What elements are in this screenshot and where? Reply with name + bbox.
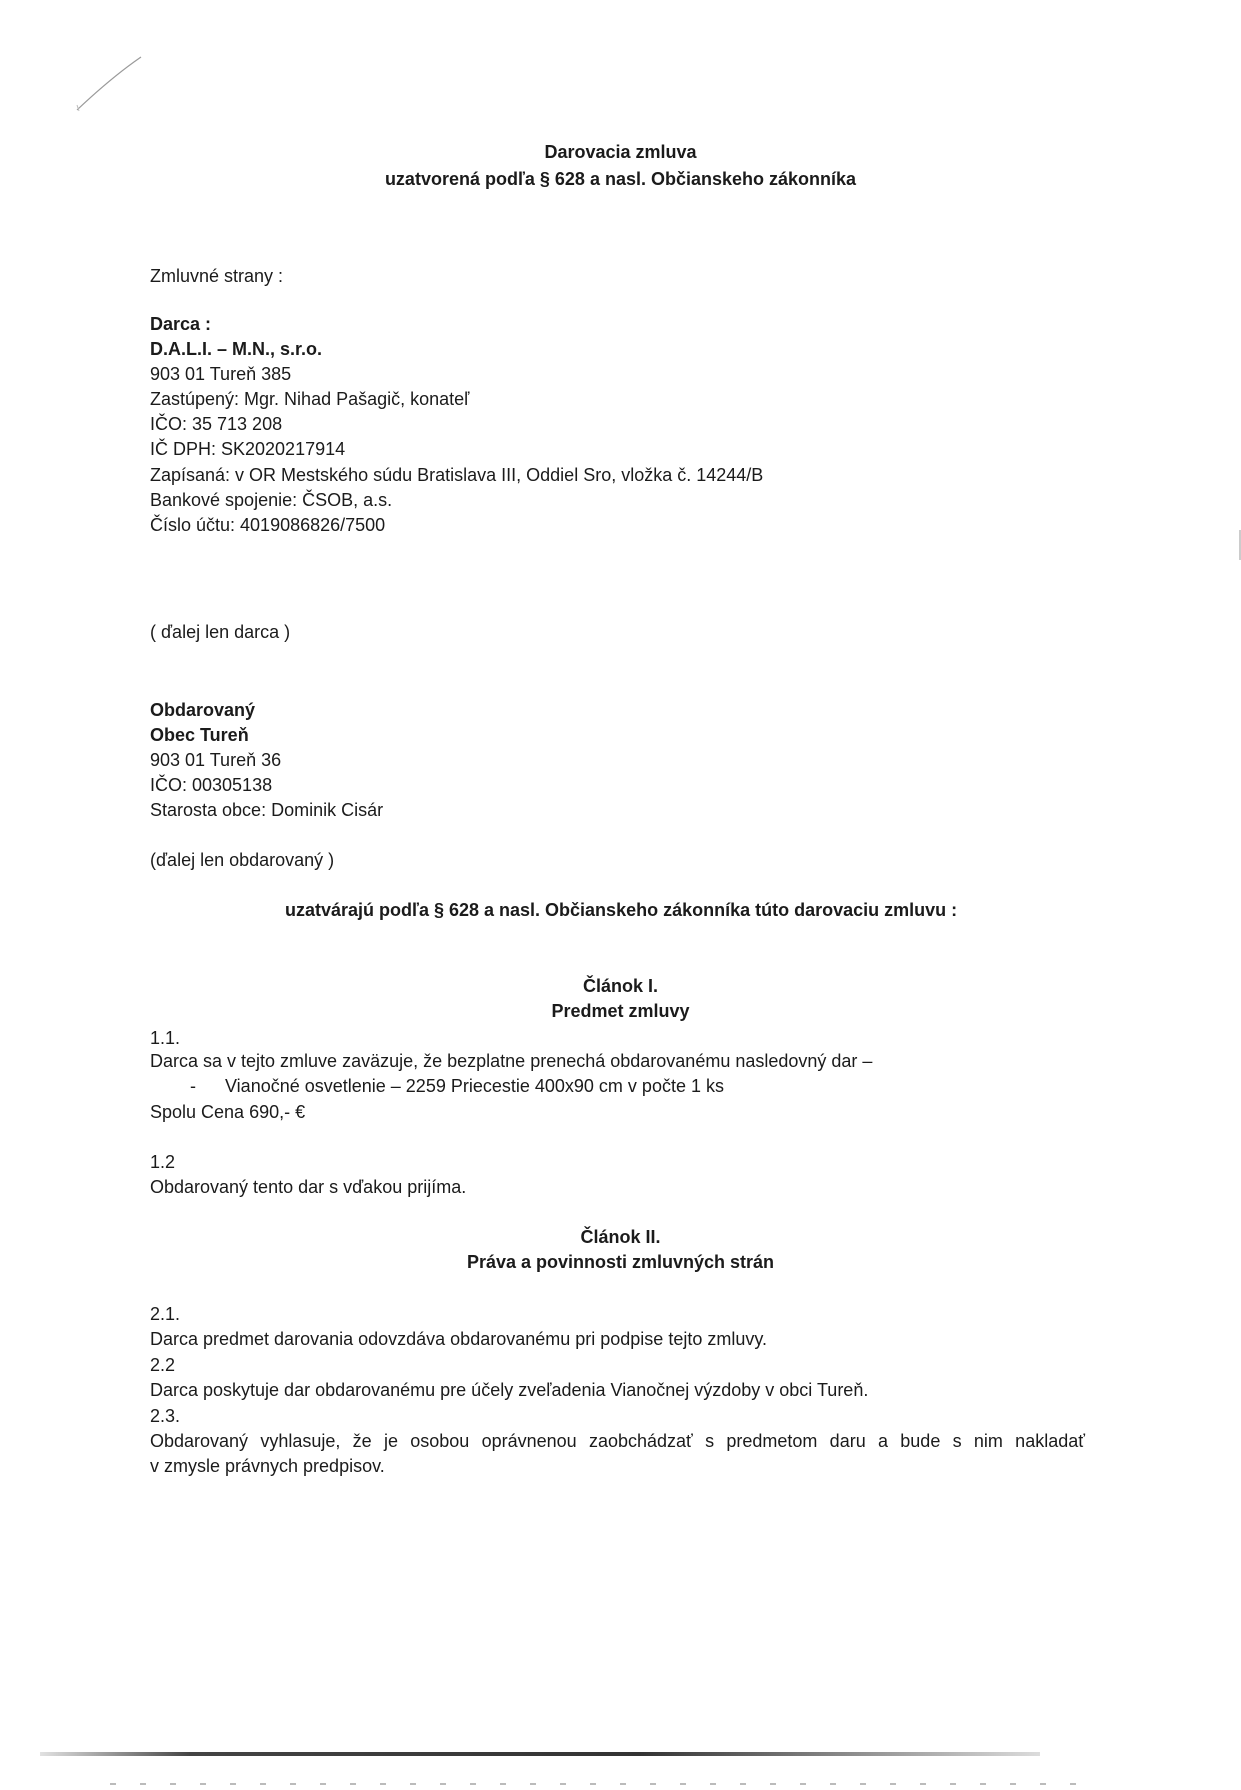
clause-2-3-line-2: v zmysle právnych predpisov. [150,1456,385,1476]
scan-artifact-dashes [110,1783,1090,1785]
donor-label: Darca : [150,314,212,334]
scan-artifact-line [40,1752,1040,1756]
article-2-title: Práva a povinnosti zmluvných strán [466,1252,775,1272]
recipient-alias: (ďalej len obdarovaný ) [150,850,335,870]
recipient-address: 903 01 Tureň 36 [150,750,282,770]
clause-2-3-number: 2.3. [150,1406,181,1426]
clause-2-3-line-1: Obdarovaný vyhlasuje, že je osobou oprávnenou zaobchádzať s predmetom daru a bude s nim nakladať [150,1431,1085,1451]
pen-stroke-mark [75,55,145,115]
clause-1-1-item-dash: - [190,1076,196,1096]
recipient-name: Obec Tureň [150,725,249,745]
donor-account: Číslo účtu: 4019086826/7500 [150,515,386,535]
clause-2-2-number: 2.2 [150,1355,176,1375]
clause-1-2-number: 1.2 [150,1152,176,1172]
donor-name: D.A.L.I. – M.N., s.r.o. [150,339,323,359]
article-1-title: Predmet zmluvy [551,1001,690,1021]
clause-1-1-item: Vianočné osvetlenie – 2259 Priecestie 400x90 cm v počte 1 ks [225,1076,724,1096]
conclusion-statement: uzatvárajú podľa § 628 a nasl. Občianskeho zákonníka túto darovaciu zmluvu : [285,900,958,920]
title-line-1: Darovacia zmluva [544,142,697,162]
donor-bank: Bankové spojenie: ČSOB, a.s. [150,490,393,510]
donor-represented: Zastúpený: Mgr. Nihad Pašagič, konateľ [150,389,470,409]
recipient-mayor: Starosta obce: Dominik Cisár [150,800,384,820]
title-line-2: uzatvorená podľa § 628 a nasl. Občianskeho zákonníka [384,169,857,189]
parties-heading: Zmluvné strany : [150,266,284,286]
donor-ico: IČO: 35 713 208 [150,414,283,434]
article-2-number: Článok II. [580,1227,661,1247]
clause-1-1-number: 1.1. [150,1028,181,1048]
clause-2-1-number: 2.1. [150,1304,181,1324]
clause-1-2-text: Obdarovaný tento dar s vďakou prijíma. [150,1177,467,1197]
donor-ic-dph: IČ DPH: SK2020217914 [150,439,346,459]
donor-registration: Zapísaná: v OR Mestského súdu Bratislava III, Oddiel Sro, vložka č. 14244/B [150,465,764,485]
donor-address: 903 01 Tureň 385 [150,364,292,384]
recipient-ico: IČO: 00305138 [150,775,273,795]
clause-2-1-text: Darca predmet darovania odovzdáva obdarovanému pri podpise tejto zmluvy. [150,1329,768,1349]
clause-1-1-text: Darca sa v tejto zmluve zaväzuje, že bezplatne prenechá obdarovanému nasledovný dar – [150,1051,873,1071]
clause-1-1-total: Spolu Cena 690,- € [150,1102,306,1122]
donor-alias: ( ďalej len darca ) [150,622,291,642]
clause-2-2-text: Darca poskytuje dar obdarovanému pre účely zveľadenia Vianočnej výzdoby v obci Tureň. [150,1380,869,1400]
article-1-number: Článok I. [582,976,658,996]
recipient-label: Obdarovaný [150,700,256,720]
